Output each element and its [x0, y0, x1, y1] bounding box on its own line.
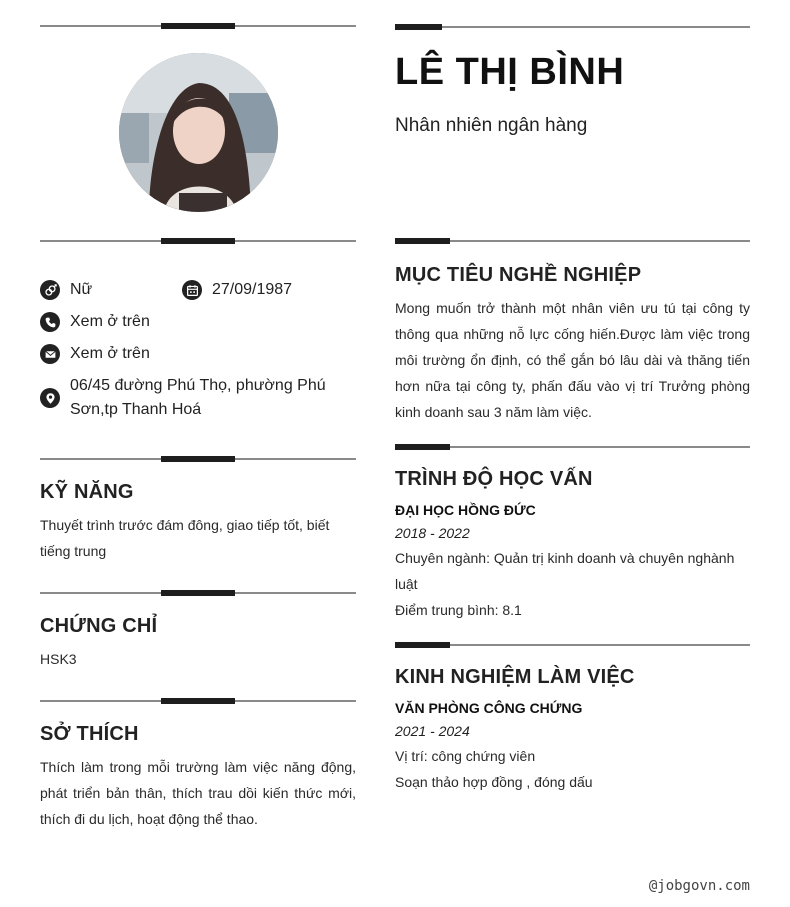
divider-skills: [40, 458, 356, 460]
hobbies-text: Thích làm trong mỗi trường làm việc năng động, phát triển bản thân, thích trau dồi kiến thức mới, thích đi du lịch, hoạt động thể thao.: [40, 759, 356, 827]
education-period: 2018 - 2022: [395, 525, 470, 541]
gender-icon: [40, 280, 60, 300]
birthdate-row: [182, 278, 292, 302]
divider-objective: [395, 240, 750, 242]
phone-row: [40, 310, 150, 334]
email-value: Xem ở trên: [70, 345, 150, 362]
education-title: TRÌNH ĐỘ HỌC VẤN: [395, 468, 593, 490]
avatar: [119, 53, 278, 212]
phone-value: Xem ở trên: [70, 313, 150, 330]
certificates-title: CHỨNG CHỈ: [40, 615, 158, 637]
avatar-photo: [119, 53, 278, 212]
gender-value: Nữ: [70, 281, 93, 298]
skills-title: KỸ NĂNG: [40, 481, 134, 503]
education-major: Chuyên ngành: Quản trị kinh doanh và chuyên nghành luật: [395, 550, 735, 592]
calendar-icon: [182, 280, 202, 300]
birthdate-value: 27/09/1987: [212, 281, 293, 298]
divider-experience: [395, 644, 750, 646]
gender-row: [40, 278, 92, 302]
phone-icon: [40, 312, 60, 332]
experience-position: Vị trí: công chứng viên: [395, 748, 536, 764]
candidate-name: LÊ THỊ BÌNH: [395, 51, 625, 93]
experience-period: 2021 - 2024: [395, 723, 470, 739]
divider-top-left: [40, 25, 356, 27]
experience-title: KINH NGHIỆM LÀM VIỆC: [395, 666, 635, 688]
certificates-text: HSK3: [40, 651, 77, 667]
watermark: @jobgovn.com: [648, 878, 750, 894]
experience-duties: Soạn thảo hợp đồng , đóng dấu: [395, 774, 593, 790]
location-pin-icon: [40, 388, 60, 408]
education-gpa: Điểm trung bình: 8.1: [395, 602, 522, 618]
divider-profile: [40, 240, 356, 242]
objective-text: Mong muốn trở thành một nhân viên ưu tú tại công ty thông qua những nỗ lực cống hiến.Được làm việc trong môi trường ổn định, có thể gắn bó lâu dài và thăng tiến hơn nữa tại công ty, phấn đấu vào vị trí Trưởng phòng kinh doanh sau 3 năm làm việc.: [395, 300, 750, 420]
divider-education: [395, 446, 750, 448]
address-value: 06/45 đường Phú Thọ, phường Phú Sơn,tp Thanh Hoá: [70, 377, 326, 418]
objective-title: MỤC TIÊU NGHỀ NGHIỆP: [395, 264, 642, 286]
job-title: Nhân nhiên ngân hàng: [395, 115, 588, 136]
address-row: [40, 374, 330, 422]
divider-top-right: [395, 26, 750, 28]
education-school: ĐẠI HỌC HỒNG ĐỨC: [395, 502, 536, 518]
hobbies-title: SỞ THÍCH: [40, 723, 139, 745]
skills-text: Thuyết trình trước đám đông, giao tiếp tốt, biết tiếng trung: [40, 517, 330, 559]
divider-certificates: [40, 592, 356, 594]
divider-hobbies: [40, 700, 356, 702]
experience-company: VĂN PHÒNG CÔNG CHỨNG: [395, 700, 583, 716]
email-row: [40, 342, 150, 366]
envelope-icon: [40, 344, 60, 364]
